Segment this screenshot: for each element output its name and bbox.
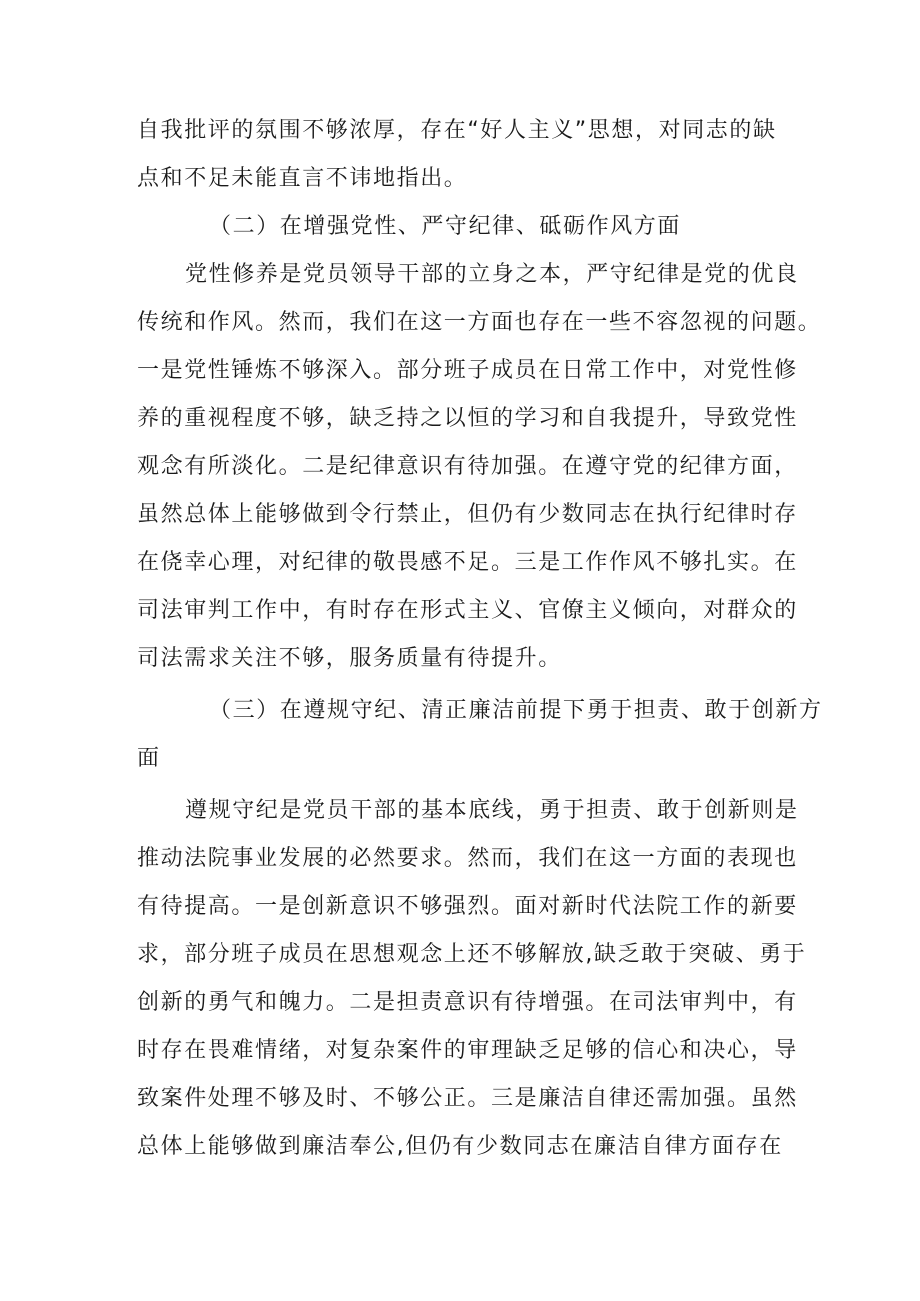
paragraph-line: 致案件处理不够及时、不够公正。三是廉洁自律还需加强。虽然 <box>137 1086 798 1111</box>
paragraph-line: 推动法院事业发展的必然要求。然而，我们在这一方面的表现也 <box>137 846 798 871</box>
paragraph-line: 虽然总体上能够做到令行禁止，但仍有少数同志在执行纪律时存 <box>137 502 798 527</box>
paragraph-line: 在侥幸心理，对纪律的敬畏感不足。三是工作作风不够扎实。在 <box>137 550 798 575</box>
paragraph-line: 总体上能够做到廉洁奉公,但仍有少数同志在廉洁自律方面存在 <box>137 1134 783 1159</box>
paragraph-line: 司法需求关注不够，服务质量有待提升。 <box>137 646 562 671</box>
paragraph-line: 司法审判工作中，有时存在形式主义、官僚主义倾向，对群众的 <box>137 598 798 623</box>
paragraph-line: 自我批评的氛围不够浓厚，存在“好人主义”思想，对同志的缺 <box>137 118 777 143</box>
paragraph-line: 观念有所淡化。二是纪律意识有待加强。在遵守党的纪律方面， <box>137 454 798 479</box>
section-heading-3: （三）在遵规守纪、清正廉洁前提下勇于担责、敢于创新方 <box>209 698 823 723</box>
paragraph-line: 养的重视程度不够，缺乏持之以恒的学习和自我提升，导致党性 <box>137 406 798 431</box>
paragraph-line: 有待提高。一是创新意识不够强烈。面对新时代法院工作的新要 <box>137 894 798 919</box>
paragraph-line: 创新的勇气和魄力。二是担责意识有待增强。在司法审判中，有 <box>137 990 798 1015</box>
paragraph-line: 时存在畏难情绪，对复杂案件的审理缺乏足够的信心和决心，导 <box>137 1038 798 1063</box>
paragraph-line: 党性修养是党员领导干部的立身之本，严守纪律是党的优良 <box>185 262 799 287</box>
paragraph-line: 求，部分班子成员在思想观念上还不够解放,缺乏敢于突破、勇于 <box>137 942 807 967</box>
paragraph-line: 传统和作风。然而，我们在这一方面也存在一些不容忽视的问题。 <box>137 310 822 335</box>
paragraph-line: 遵规守纪是党员干部的基本底线，勇于担责、敢于创新则是 <box>185 798 799 823</box>
paragraph-line: 一是党性锤炼不够深入。部分班子成员在日常工作中，对党性修 <box>137 358 798 383</box>
section-heading-3-continued: 面 <box>137 746 161 771</box>
paragraph-line: 点和不足未能直言不讳地指出。 <box>137 166 468 191</box>
section-heading-2: （二）在增强党性、严守纪律、砥砺作风方面 <box>209 214 682 239</box>
